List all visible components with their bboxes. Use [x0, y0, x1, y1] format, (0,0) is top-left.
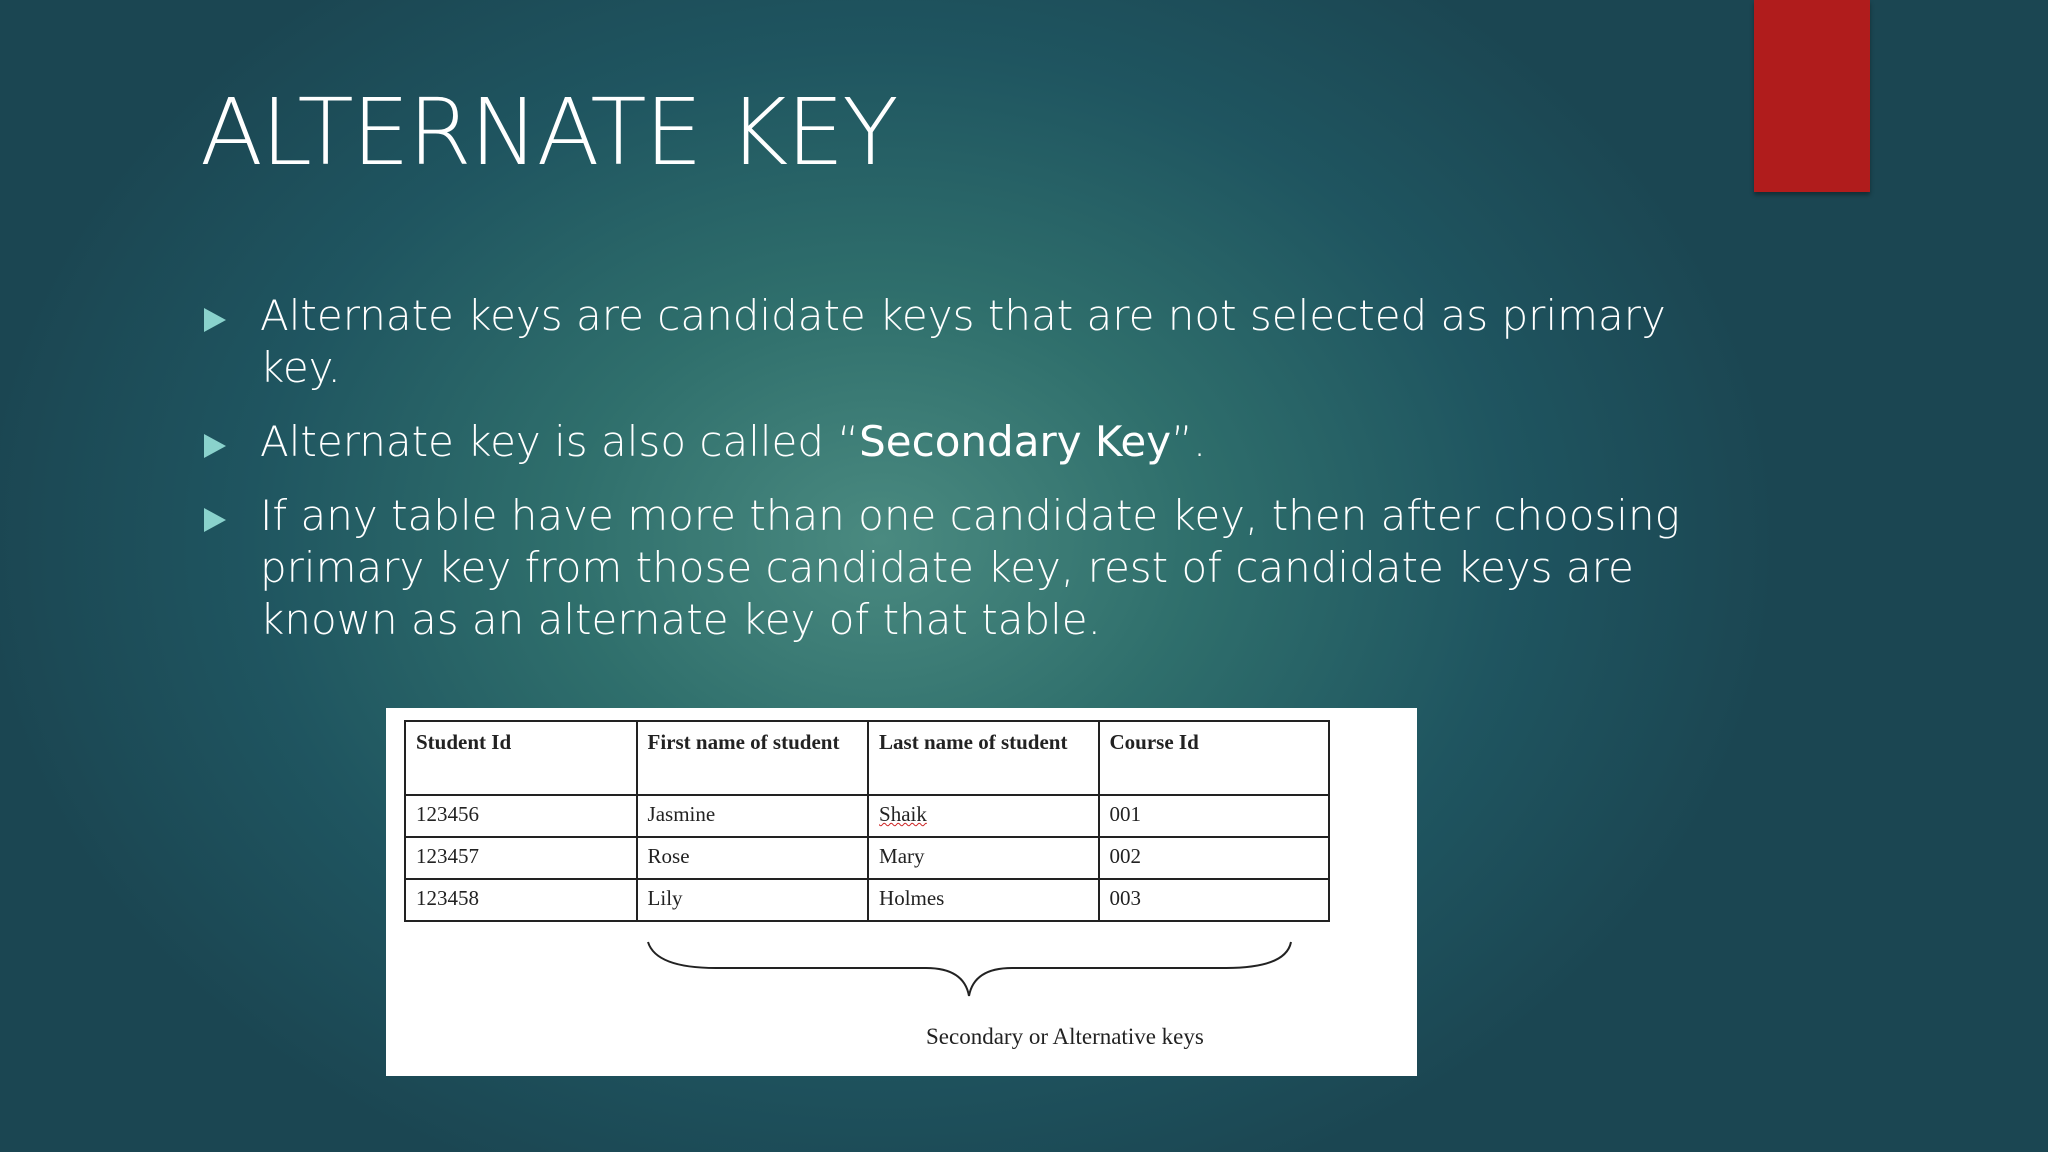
bullet-text: Alternate keys are candidate keys that are not selected as primary key.: [260, 291, 1666, 392]
table-cell: Holmes: [868, 879, 1098, 921]
table-cell: [868, 795, 1098, 837]
table-cell: 003: [1099, 879, 1329, 921]
bullet-item: [200, 416, 1680, 468]
misspelled-text: Shaik: [879, 802, 927, 826]
column-header: Course Id: [1099, 721, 1329, 795]
slide-title: ALTERNATE KEY: [200, 79, 897, 186]
table-cell: 123456: [405, 795, 637, 837]
triangle-right-icon: [204, 434, 226, 458]
table-cell: 123458: [405, 879, 637, 921]
table-header-row: [405, 721, 1329, 795]
column-header: Student Id: [405, 721, 637, 795]
table-row: [405, 879, 1329, 921]
table-cell: 002: [1099, 837, 1329, 879]
table-row: [405, 795, 1329, 837]
figure-caption: Secondary or Alternative keys: [926, 1024, 1204, 1049]
column-header: Last name of student: [868, 721, 1098, 795]
curly-brace-icon: [646, 940, 1296, 1000]
bullet-text: Alternate key is also called “: [260, 417, 860, 466]
student-table: [404, 720, 1330, 922]
table-row: [405, 837, 1329, 879]
triangle-right-icon: [204, 508, 226, 532]
triangle-right-icon: [204, 308, 226, 332]
bullet-term: Secondary Key: [859, 417, 1172, 466]
table-cell: Jasmine: [637, 795, 869, 837]
accent-bar: [1754, 0, 1870, 192]
table-figure: [386, 708, 1417, 1076]
bullet-item: [200, 490, 1680, 646]
bullet-item: [200, 290, 1680, 394]
table-cell: Rose: [637, 837, 869, 879]
column-header: First name of student: [637, 721, 869, 795]
table-cell: 123457: [405, 837, 637, 879]
bullet-list: [200, 290, 1680, 668]
table-cell: 001: [1099, 795, 1329, 837]
bullet-text: If any table have more than one candidate key, then after choosing primary key from those candidate key, rest of candidate keys are known as an alternate key of that table.: [260, 491, 1680, 644]
bullet-text: ”.: [1171, 417, 1207, 466]
table-cell: Lily: [637, 879, 869, 921]
table-cell: Mary: [868, 837, 1098, 879]
